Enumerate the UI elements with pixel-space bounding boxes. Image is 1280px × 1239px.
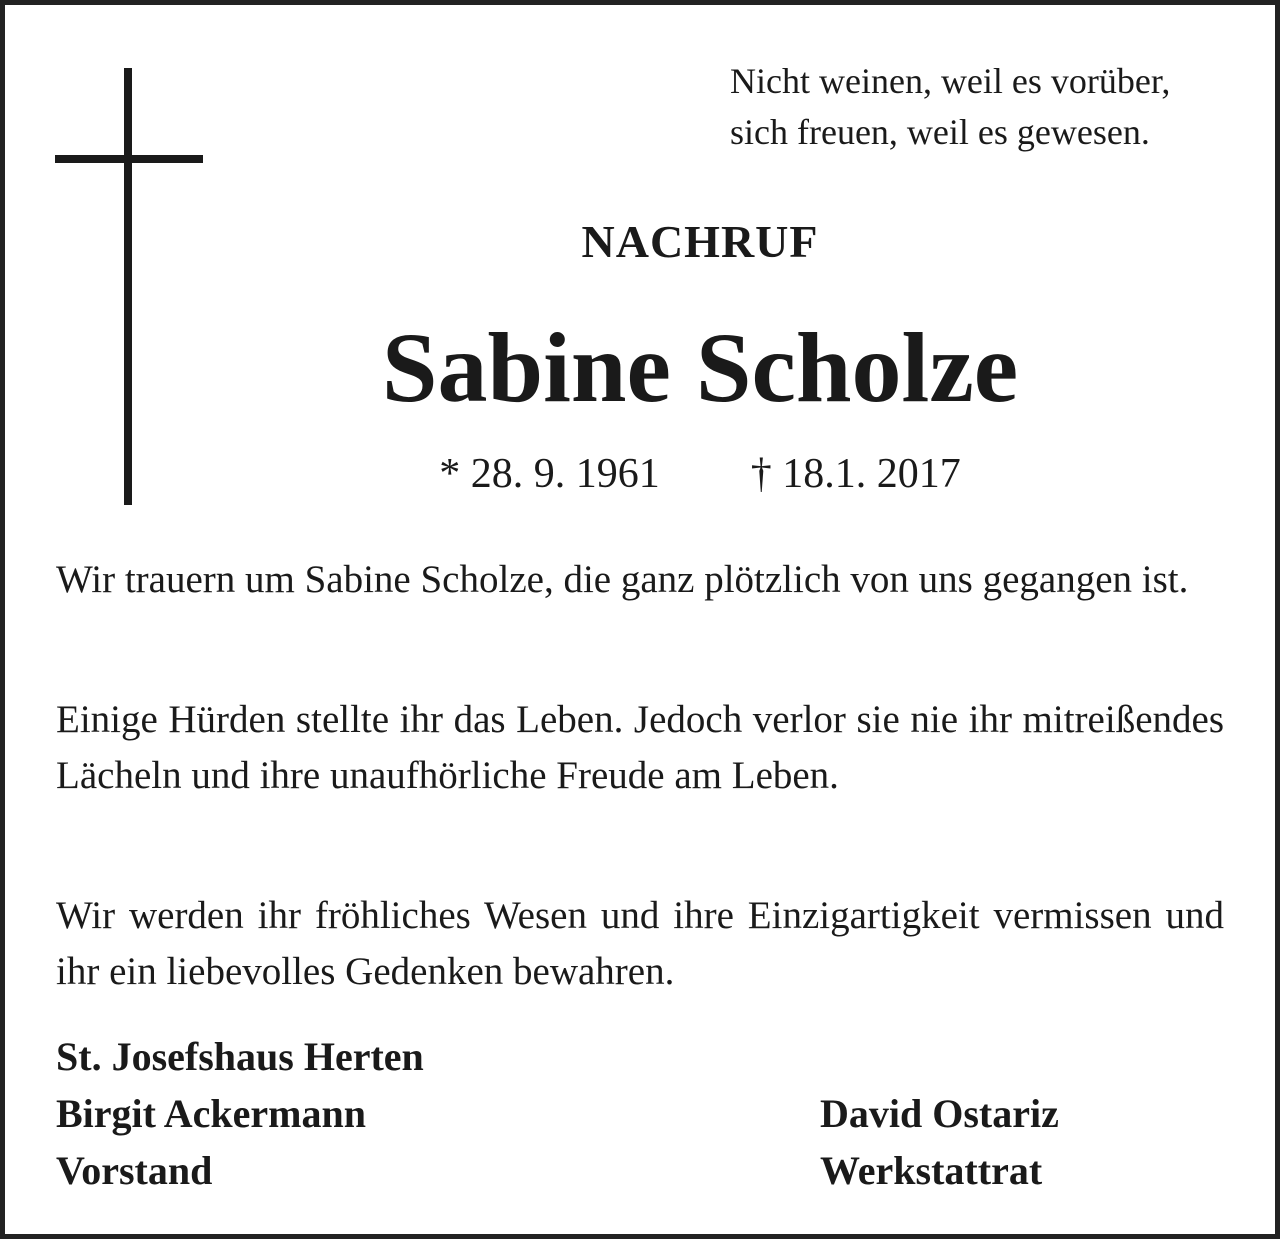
deceased-name: Sabine Scholze bbox=[381, 312, 1019, 423]
signature-left-person: Birgit Ackermann bbox=[56, 1091, 366, 1136]
signature-right-role: Werkstattrat bbox=[820, 1148, 1043, 1193]
obituary-heading: NACHRUF bbox=[581, 216, 819, 267]
quote-line-2: sich freuen, weil es gewesen. bbox=[730, 112, 1150, 152]
signature-right-person: David Ostariz bbox=[820, 1091, 1059, 1136]
signature-left-role: Vorstand bbox=[56, 1148, 213, 1193]
life-dates bbox=[400, 446, 1000, 502]
paragraph-2: Einige Hürden stellte ihr das Leben. Jedoch verlor sie nie ihr mitreißendes Lächeln und ihre unaufhörliche Freude am Leben. bbox=[56, 698, 1224, 797]
quote-line-1: Nicht weinen, weil es vorüber, bbox=[730, 61, 1171, 101]
paragraph-3: Wir werden ihr fröhliches Wesen und ihre Einzigartigkeit vermissen und ihr ein liebevolles Gedenken bewahren. bbox=[56, 894, 1224, 993]
signature-right bbox=[820, 1085, 1059, 1199]
death-symbol: † bbox=[750, 451, 772, 497]
death-date: 18.1. 2017 bbox=[782, 451, 961, 497]
cross-horizontal-bar bbox=[55, 155, 203, 163]
birth-date: 28. 9. 1961 bbox=[470, 451, 660, 497]
paragraph-1: Wir trauern um Sabine Scholze, die ganz plötzlich von uns gegangen ist. bbox=[56, 558, 1189, 601]
signature-left bbox=[56, 1028, 424, 1199]
cross-vertical-bar bbox=[124, 68, 132, 505]
epitaph-quote bbox=[730, 56, 1250, 158]
signature-organization: St. Josefshaus Herten bbox=[56, 1034, 424, 1079]
birth-symbol: * bbox=[439, 451, 461, 497]
